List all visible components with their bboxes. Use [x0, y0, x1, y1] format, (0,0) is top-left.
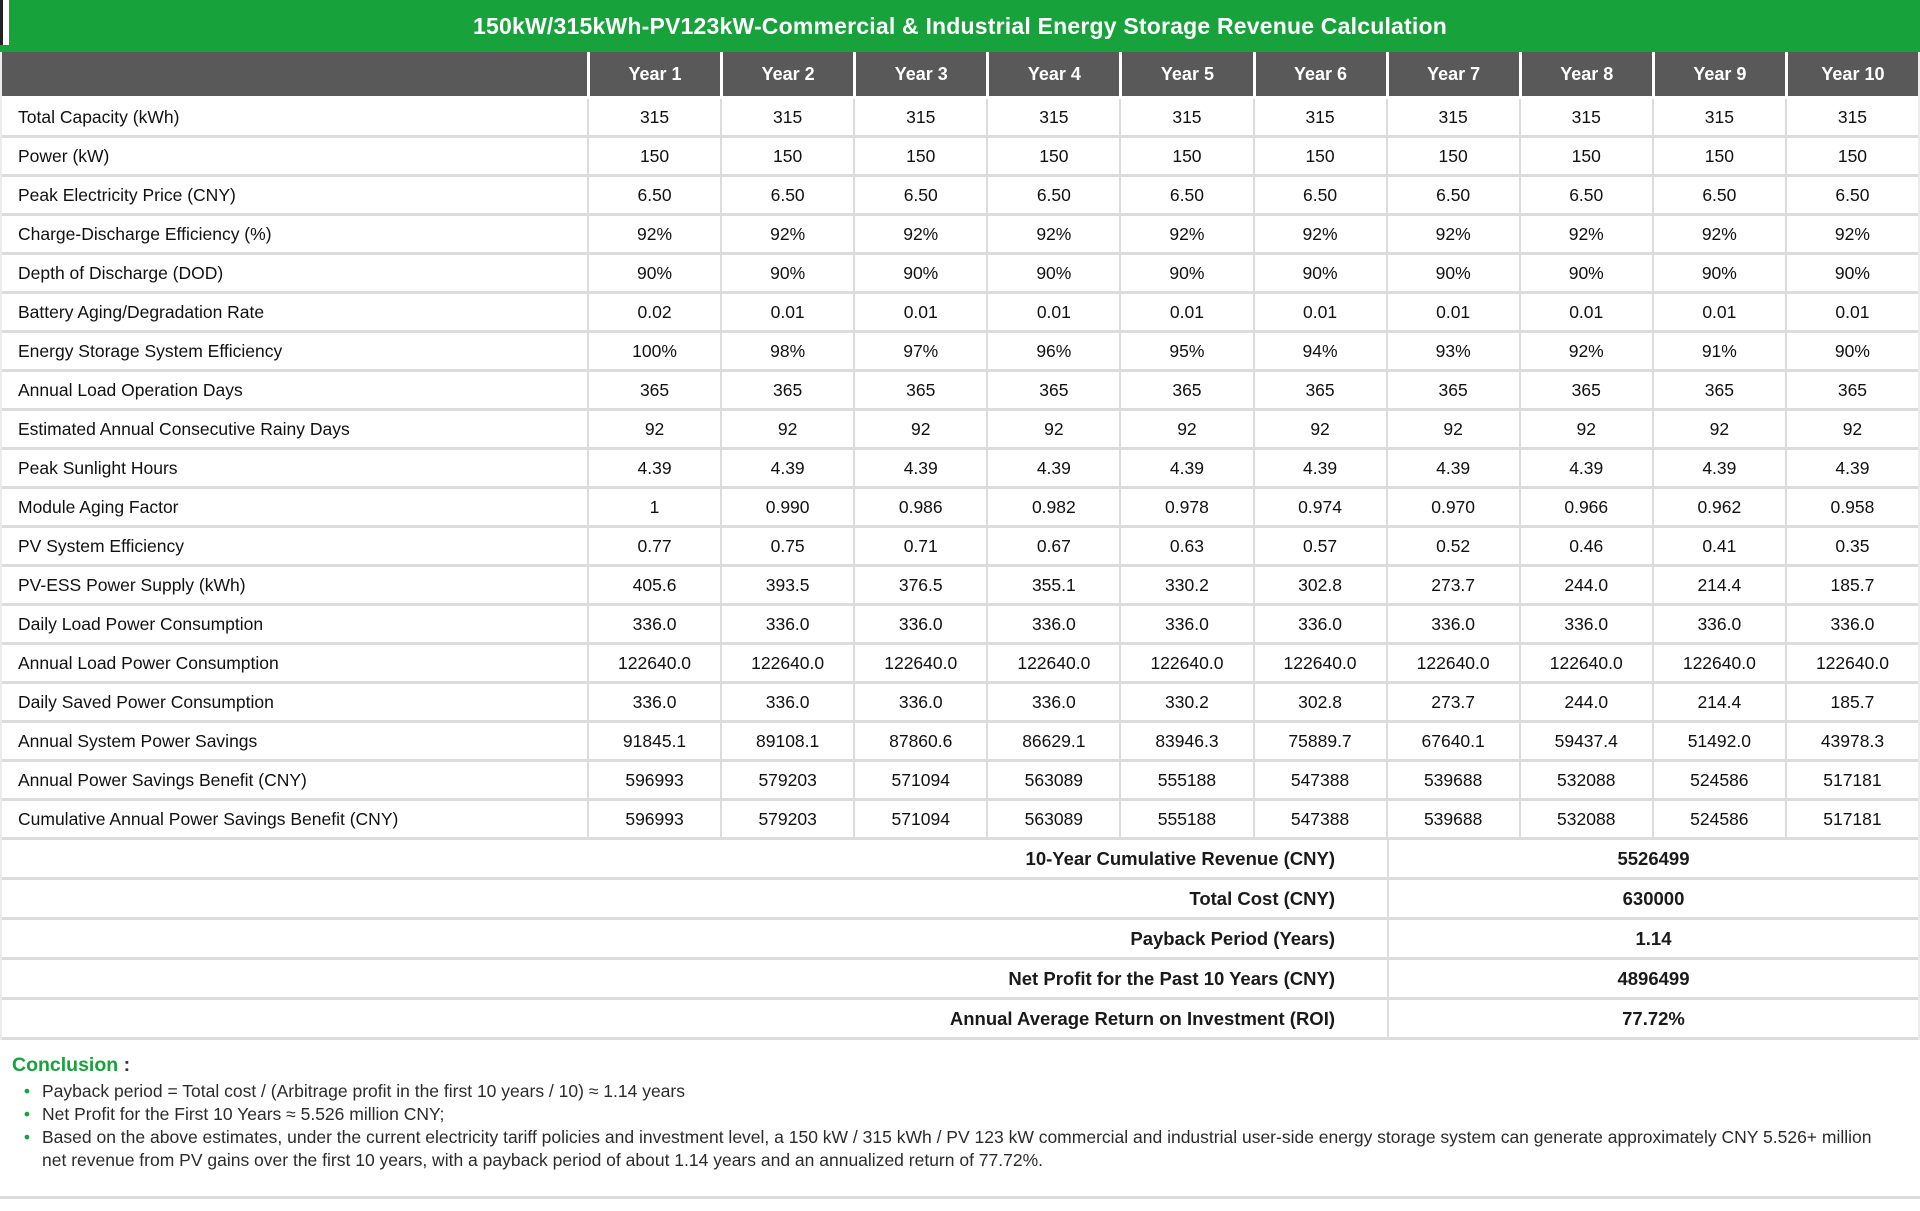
value-cell: 185.7	[1785, 567, 1918, 603]
summary-label: Net Profit for the Past 10 Years (CNY)	[1008, 967, 1335, 989]
value-cell: 336.0	[1785, 606, 1918, 642]
value-cell: 365	[1652, 372, 1785, 408]
value-cell: 302.8	[1253, 567, 1386, 603]
value-cell: 0.41	[1652, 528, 1785, 564]
title-bar	[0, 0, 1920, 52]
value-cell: 0.01	[853, 294, 986, 330]
value-cell: 6.50	[1119, 177, 1252, 213]
value-cell: 405.6	[587, 567, 720, 603]
value-cell: 315	[853, 99, 986, 135]
value-cell: 0.01	[1253, 294, 1386, 330]
value-cell: 150	[1253, 138, 1386, 174]
value-cell: 150	[1519, 138, 1652, 174]
row-label: Battery Aging/Degradation Rate	[18, 301, 265, 322]
value-cell: 273.7	[1386, 684, 1519, 720]
value-cell: 365	[1519, 372, 1652, 408]
table-row	[2, 450, 1918, 489]
value-cell: 4.39	[720, 450, 853, 486]
value-cell: 59437.4	[1519, 723, 1652, 759]
value-cell: 524586	[1652, 762, 1785, 798]
value-cell: 563089	[986, 762, 1119, 798]
summary-value: 4896499	[1387, 960, 1918, 997]
value-cell: 90%	[1785, 333, 1918, 369]
value-cell: 91%	[1652, 333, 1785, 369]
value-cell: 122640.0	[1652, 645, 1785, 681]
value-cell: 75889.7	[1253, 723, 1386, 759]
page-title: 150kW/315kWh-PV123kW-Commercial & Industrial Energy Storage Revenue Calculation	[473, 12, 1447, 39]
table-row	[2, 333, 1918, 372]
value-cell: 547388	[1253, 801, 1386, 837]
value-cell: 92	[1119, 411, 1252, 447]
value-cell: 532088	[1519, 801, 1652, 837]
value-cell: 150	[1785, 138, 1918, 174]
value-cell: 90%	[1119, 255, 1252, 291]
table-body	[2, 99, 1918, 840]
table-row	[2, 294, 1918, 333]
summary-label: 10-Year Cumulative Revenue (CNY)	[1025, 847, 1335, 869]
value-cell: 4.39	[1519, 450, 1652, 486]
value-cell: 0.46	[1519, 528, 1652, 564]
value-cell: 579203	[720, 762, 853, 798]
value-cell: 0.01	[1386, 294, 1519, 330]
value-cell: 90%	[587, 255, 720, 291]
value-cell: 122640.0	[1386, 645, 1519, 681]
value-cell: 150	[986, 138, 1119, 174]
value-cell: 315	[1253, 99, 1386, 135]
value-cell: 6.50	[720, 177, 853, 213]
value-cell: 273.7	[1386, 567, 1519, 603]
value-cell: 92%	[1652, 216, 1785, 252]
bullet-text: Based on the above estimates, under the current electricity tariff policies and investment level, a 150 kW / 315 kWh / PV 123 kW commercial and industrial user-side energy storage system can generate approximately CNY 5.526+ million net revenue from PV gains over the first 10 years, with a payback period of about 1.14 years and an annualized return of 77.72%.	[42, 1127, 1872, 1171]
value-cell: 596993	[587, 762, 720, 798]
table-row	[2, 372, 1918, 411]
row-label: Cumulative Annual Power Savings Benefit (CNY)	[18, 808, 399, 829]
row-label: PV System Efficiency	[18, 535, 184, 556]
value-cell: 336.0	[986, 606, 1119, 642]
value-cell: 214.4	[1652, 684, 1785, 720]
value-cell: 532088	[1519, 762, 1652, 798]
value-cell: 92	[587, 411, 720, 447]
year-header-cell: Year 3	[853, 52, 986, 96]
conclusion-bullet	[12, 1126, 1896, 1172]
value-cell: 336.0	[853, 684, 986, 720]
row-label: Peak Sunlight Hours	[18, 457, 178, 478]
row-label: Daily Saved Power Consumption	[18, 691, 274, 712]
value-cell: 100%	[587, 333, 720, 369]
year-header-row	[2, 52, 1918, 96]
value-cell: 365	[587, 372, 720, 408]
value-cell: 214.4	[1652, 567, 1785, 603]
value-cell: 539688	[1386, 762, 1519, 798]
value-cell: 0.01	[986, 294, 1119, 330]
value-cell: 0.990	[720, 489, 853, 525]
value-cell: 92	[1253, 411, 1386, 447]
value-cell: 336.0	[1119, 606, 1252, 642]
summary-label: Total Cost (CNY)	[1189, 887, 1335, 909]
row-label: Daily Load Power Consumption	[18, 613, 264, 634]
conclusion-section	[0, 1040, 1920, 1172]
value-cell: 365	[720, 372, 853, 408]
value-cell: 330.2	[1119, 567, 1252, 603]
value-cell: 365	[1119, 372, 1252, 408]
value-cell: 547388	[1253, 762, 1386, 798]
value-cell: 122640.0	[720, 645, 853, 681]
value-cell: 0.02	[587, 294, 720, 330]
value-cell: 0.01	[1785, 294, 1918, 330]
value-cell: 555188	[1119, 801, 1252, 837]
value-cell: 92%	[1785, 216, 1918, 252]
value-cell: 90%	[853, 255, 986, 291]
row-label: Total Capacity (kWh)	[18, 106, 180, 127]
value-cell: 596993	[587, 801, 720, 837]
value-cell: 92	[720, 411, 853, 447]
value-cell: 315	[720, 99, 853, 135]
summary-row	[2, 840, 1918, 880]
row-label: Annual Power Savings Benefit (CNY)	[18, 769, 307, 790]
value-cell: 244.0	[1519, 567, 1652, 603]
value-cell: 336.0	[1519, 606, 1652, 642]
value-cell: 90%	[986, 255, 1119, 291]
value-cell: 96%	[986, 333, 1119, 369]
value-cell: 92	[1652, 411, 1785, 447]
value-cell: 315	[1519, 99, 1652, 135]
summary-value: 1.14	[1387, 920, 1918, 957]
value-cell: 4.39	[1652, 450, 1785, 486]
value-cell: 355.1	[986, 567, 1119, 603]
table-row	[2, 606, 1918, 645]
value-cell: 0.77	[587, 528, 720, 564]
conclusion-bullet	[12, 1080, 1896, 1103]
row-label: Depth of Discharge (DOD)	[18, 262, 224, 283]
value-cell: 0.978	[1119, 489, 1252, 525]
table-row	[2, 645, 1918, 684]
bullet-icon: •	[23, 1104, 31, 1125]
value-cell: 336.0	[986, 684, 1119, 720]
row-label: Annual System Power Savings	[18, 730, 258, 751]
value-cell: 122640.0	[1785, 645, 1918, 681]
value-cell: 376.5	[853, 567, 986, 603]
value-cell: 571094	[853, 801, 986, 837]
value-cell: 92%	[1253, 216, 1386, 252]
value-cell: 6.50	[1253, 177, 1386, 213]
value-cell: 0.71	[853, 528, 986, 564]
year-header-cell: Year 9	[1652, 52, 1785, 96]
value-cell: 6.50	[986, 177, 1119, 213]
bullet-icon: •	[23, 1127, 31, 1148]
value-cell: 90%	[1386, 255, 1519, 291]
summary-label: Annual Average Return on Investment (ROI)	[949, 1007, 1335, 1029]
value-cell: 336.0	[587, 606, 720, 642]
value-cell: 6.50	[1519, 177, 1652, 213]
year-header-cell: Year 7	[1386, 52, 1519, 96]
table-row	[2, 411, 1918, 450]
value-cell: 92%	[720, 216, 853, 252]
value-cell: 517181	[1785, 762, 1918, 798]
value-cell: 6.50	[1785, 177, 1918, 213]
table-row	[2, 801, 1918, 840]
row-label: Peak Electricity Price (CNY)	[18, 184, 236, 205]
value-cell: 92%	[1519, 333, 1652, 369]
year-header-cell: Year 2	[720, 52, 853, 96]
value-cell: 122640.0	[853, 645, 986, 681]
row-label: Annual Load Power Consumption	[18, 652, 279, 673]
value-cell: 0.35	[1785, 528, 1918, 564]
summary-value: 77.72%	[1387, 1000, 1918, 1037]
bullet-icon: •	[23, 1081, 31, 1101]
value-cell: 365	[986, 372, 1119, 408]
year-header-cell: Year 10	[1785, 52, 1918, 96]
value-cell: 315	[1386, 99, 1519, 135]
summary-row	[2, 960, 1918, 1000]
row-label: Power (kW)	[18, 145, 110, 166]
value-cell: 571094	[853, 762, 986, 798]
value-cell: 336.0	[720, 606, 853, 642]
value-cell: 336.0	[720, 684, 853, 720]
table-row	[2, 138, 1918, 177]
revenue-table	[0, 52, 1920, 1040]
value-cell: 336.0	[587, 684, 720, 720]
value-cell: 90%	[720, 255, 853, 291]
value-cell: 336.0	[1386, 606, 1519, 642]
value-cell: 6.50	[853, 177, 986, 213]
value-cell: 89108.1	[720, 723, 853, 759]
table-row	[2, 99, 1918, 138]
value-cell: 95%	[1119, 333, 1252, 369]
value-cell: 4.39	[986, 450, 1119, 486]
value-cell: 92	[1386, 411, 1519, 447]
value-cell: 365	[1386, 372, 1519, 408]
value-cell: 0.966	[1519, 489, 1652, 525]
value-cell: 122640.0	[1519, 645, 1652, 681]
sheet-corner-artifact	[0, 0, 9, 45]
summary-row	[2, 1000, 1918, 1040]
value-cell: 92	[1519, 411, 1652, 447]
value-cell: 150	[1119, 138, 1252, 174]
conclusion-bullet	[12, 1103, 1896, 1126]
value-cell: 524586	[1652, 801, 1785, 837]
value-cell: 92%	[587, 216, 720, 252]
row-label: Estimated Annual Consecutive Rainy Days	[18, 418, 350, 439]
value-cell: 97%	[853, 333, 986, 369]
value-cell: 315	[587, 99, 720, 135]
value-cell: 563089	[986, 801, 1119, 837]
value-cell: 0.974	[1253, 489, 1386, 525]
row-label: PV-ESS Power Supply (kWh)	[18, 574, 246, 595]
value-cell: 4.39	[1119, 450, 1252, 486]
value-cell: 92	[853, 411, 986, 447]
value-cell: 1	[587, 489, 720, 525]
value-cell: 0.982	[986, 489, 1119, 525]
value-cell: 302.8	[1253, 684, 1386, 720]
value-cell: 365	[1253, 372, 1386, 408]
value-cell: 150	[720, 138, 853, 174]
value-cell: 122640.0	[1253, 645, 1386, 681]
value-cell: 87860.6	[853, 723, 986, 759]
value-cell: 6.50	[1386, 177, 1519, 213]
value-cell: 0.986	[853, 489, 986, 525]
value-cell: 0.01	[1652, 294, 1785, 330]
value-cell: 0.01	[1119, 294, 1252, 330]
year-header-cell: Year 5	[1119, 52, 1252, 96]
value-cell: 539688	[1386, 801, 1519, 837]
conclusion-heading	[12, 1054, 1896, 1077]
summary-row	[2, 920, 1918, 960]
value-cell: 555188	[1119, 762, 1252, 798]
value-cell: 0.962	[1652, 489, 1785, 525]
value-cell: 315	[1785, 99, 1918, 135]
value-cell: 92%	[986, 216, 1119, 252]
value-cell: 122640.0	[1119, 645, 1252, 681]
value-cell: 0.970	[1386, 489, 1519, 525]
value-cell: 67640.1	[1386, 723, 1519, 759]
row-label: Energy Storage System Efficiency	[18, 340, 283, 361]
value-cell: 83946.3	[1119, 723, 1252, 759]
year-header-cell: Year 1	[587, 52, 720, 96]
value-cell: 0.01	[720, 294, 853, 330]
value-cell: 122640.0	[986, 645, 1119, 681]
value-cell: 98%	[720, 333, 853, 369]
value-cell: 90%	[1652, 255, 1785, 291]
value-cell: 0.63	[1119, 528, 1252, 564]
row-label: Module Aging Factor	[18, 496, 179, 517]
value-cell: 150	[1652, 138, 1785, 174]
header-spacer-cell	[2, 52, 587, 96]
summary-label: Payback Period (Years)	[1130, 927, 1335, 949]
summary-row	[2, 880, 1918, 920]
table-row	[2, 216, 1918, 255]
value-cell: 579203	[720, 801, 853, 837]
value-cell: 365	[1785, 372, 1918, 408]
value-cell: 315	[1652, 99, 1785, 135]
value-cell: 94%	[1253, 333, 1386, 369]
value-cell: 90%	[1519, 255, 1652, 291]
table-row	[2, 762, 1918, 801]
year-header-cell: Year 4	[986, 52, 1119, 96]
value-cell: 91845.1	[587, 723, 720, 759]
value-cell: 90%	[1785, 255, 1918, 291]
value-cell: 92	[1785, 411, 1918, 447]
value-cell: 6.50	[587, 177, 720, 213]
table-row	[2, 489, 1918, 528]
value-cell: 43978.3	[1785, 723, 1918, 759]
table-row	[2, 567, 1918, 606]
row-label: Charge-Discharge Efficiency (%)	[18, 223, 272, 244]
value-cell: 4.39	[1785, 450, 1918, 486]
table-row	[2, 177, 1918, 216]
bullet-text: Net Profit for the First 10 Years ≈ 5.526 million CNY;	[42, 1104, 445, 1125]
summary-section	[2, 840, 1918, 1040]
value-cell: 336.0	[1652, 606, 1785, 642]
value-cell: 0.57	[1253, 528, 1386, 564]
value-cell: 0.01	[1519, 294, 1652, 330]
value-cell: 365	[853, 372, 986, 408]
value-cell: 336.0	[853, 606, 986, 642]
value-cell: 330.2	[1119, 684, 1252, 720]
value-cell: 0.958	[1785, 489, 1918, 525]
value-cell: 90%	[1253, 255, 1386, 291]
conclusion-heading-colon: :	[118, 1054, 131, 1076]
value-cell: 122640.0	[587, 645, 720, 681]
table-row	[2, 255, 1918, 294]
value-cell: 92	[986, 411, 1119, 447]
value-cell: 93%	[1386, 333, 1519, 369]
value-cell: 4.39	[587, 450, 720, 486]
table-row	[2, 723, 1918, 762]
value-cell: 150	[853, 138, 986, 174]
value-cell: 0.67	[986, 528, 1119, 564]
value-cell: 185.7	[1785, 684, 1918, 720]
value-cell: 244.0	[1519, 684, 1652, 720]
summary-value: 5526499	[1387, 840, 1918, 877]
conclusion-heading-text: Conclusion	[12, 1054, 119, 1076]
year-header-cell: Year 6	[1253, 52, 1386, 96]
value-cell: 86629.1	[986, 723, 1119, 759]
value-cell: 393.5	[720, 567, 853, 603]
year-header-cell: Year 8	[1519, 52, 1652, 96]
value-cell: 4.39	[1253, 450, 1386, 486]
bullet-text: Payback period = Total cost / (Arbitrage profit in the first 10 years / 10) ≈ 1.14 years	[42, 1081, 685, 1101]
value-cell: 150	[1386, 138, 1519, 174]
value-cell: 315	[1119, 99, 1252, 135]
table-row	[2, 684, 1918, 723]
row-label: Annual Load Operation Days	[18, 379, 243, 400]
table-row	[2, 528, 1918, 567]
value-cell: 0.52	[1386, 528, 1519, 564]
value-cell: 92%	[1386, 216, 1519, 252]
value-cell: 92%	[1519, 216, 1652, 252]
conclusion-bullet-list	[12, 1080, 1896, 1172]
value-cell: 6.50	[1652, 177, 1785, 213]
value-cell: 51492.0	[1652, 723, 1785, 759]
bottom-divider	[0, 1196, 1920, 1199]
value-cell: 0.75	[720, 528, 853, 564]
value-cell: 517181	[1785, 801, 1918, 837]
value-cell: 4.39	[853, 450, 986, 486]
summary-value: 630000	[1387, 880, 1918, 917]
value-cell: 150	[587, 138, 720, 174]
value-cell: 336.0	[1253, 606, 1386, 642]
value-cell: 92%	[853, 216, 986, 252]
value-cell: 92%	[1119, 216, 1252, 252]
value-cell: 4.39	[1386, 450, 1519, 486]
value-cell: 315	[986, 99, 1119, 135]
